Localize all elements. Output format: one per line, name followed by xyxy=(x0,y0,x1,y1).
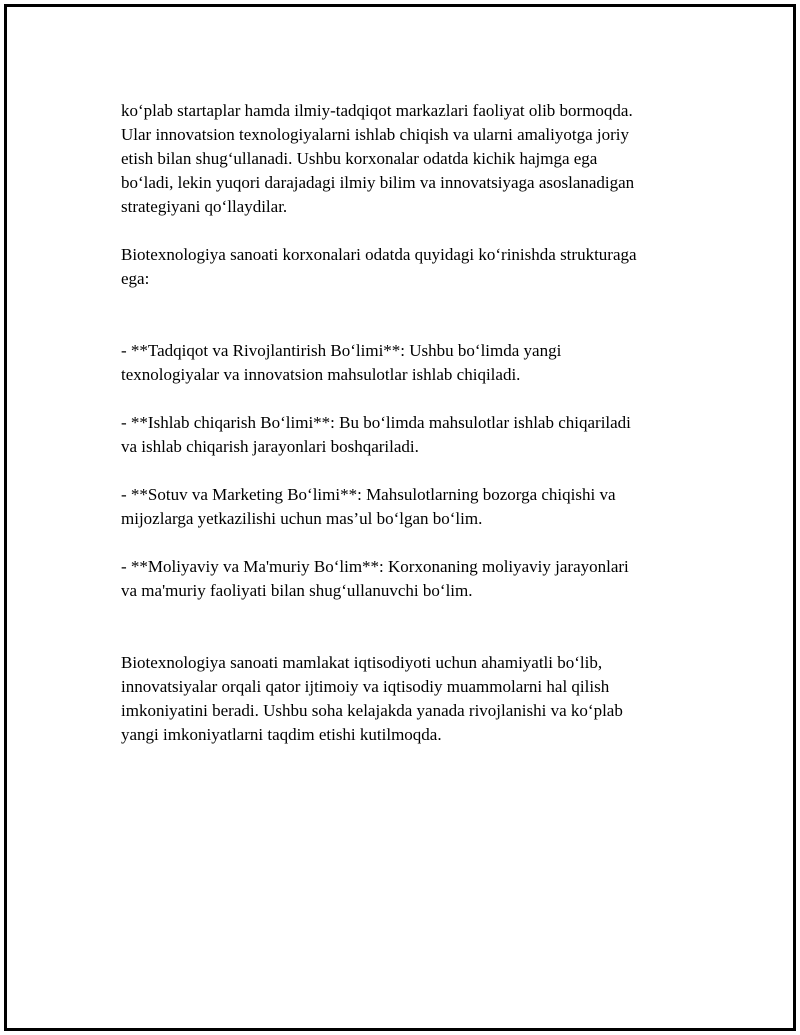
list-item: - **Moliyaviy va Ma'muriy Bo‘lim**: Korxonaning moliyaviy jarayonlari va ma'muriy faoliyati bilan shug‘ullanuvchi bo‘lim. xyxy=(121,557,629,600)
paragraph-structure-intro: Biotexnologiya sanoati korxonalari odatda quyidagi ko‘rinishda strukturaga ega: xyxy=(121,245,637,288)
page-content xyxy=(121,99,691,771)
list-item: - **Sotuv va Marketing Bo‘limi**: Mahsulotlarning bozorga chiqishi va mijozlarga yetkazilishi uchun mas’ul bo‘lgan bo‘lim. xyxy=(121,485,616,528)
list-item: - **Ishlab chiqarish Bo‘limi**: Bu bo‘limda mahsulotlar ishlab chiqariladi va ishlab chiqarish jarayonlari boshqariladi. xyxy=(121,413,631,456)
list-item: - **Tadqiqot va Rivojlantirish Bo‘limi**: Ushbu bo‘limda yangi texnologiyalar va innovatsion mahsulotlar ishlab chiqiladi. xyxy=(121,341,562,384)
page-frame xyxy=(4,4,796,1031)
paragraph-intro: ko‘plab startaplar hamda ilmiy-tadqiqot markazlari faoliyat olib bormoqda. Ular innovatsion texnologiyalarni ishlab chiqish va ularni amaliyotga joriy etish bilan shug‘ullanadi. Ushbu korxonalar odatda kichik hajmga ega bo‘ladi, lekin yuqori darajadagi ilmiy bilim va innovatsiyaga asoslanadigan strategiyani qo‘llaydilar. xyxy=(121,101,635,216)
department-list xyxy=(121,315,691,627)
paragraph-closing: Biotexnologiya sanoati mamlakat iqtisodiyoti uchun ahamiyatli bo‘lib, innovatsiyalar orqali qator ijtimoiy va iqtisodiy muammolarni hal qilish imkoniyatini beradi. Ushbu soha kelajakda yanada rivojlanishi va ko‘plab yangi imkoniyatlarni taqdim etishi kutilmoqda. xyxy=(121,653,623,744)
